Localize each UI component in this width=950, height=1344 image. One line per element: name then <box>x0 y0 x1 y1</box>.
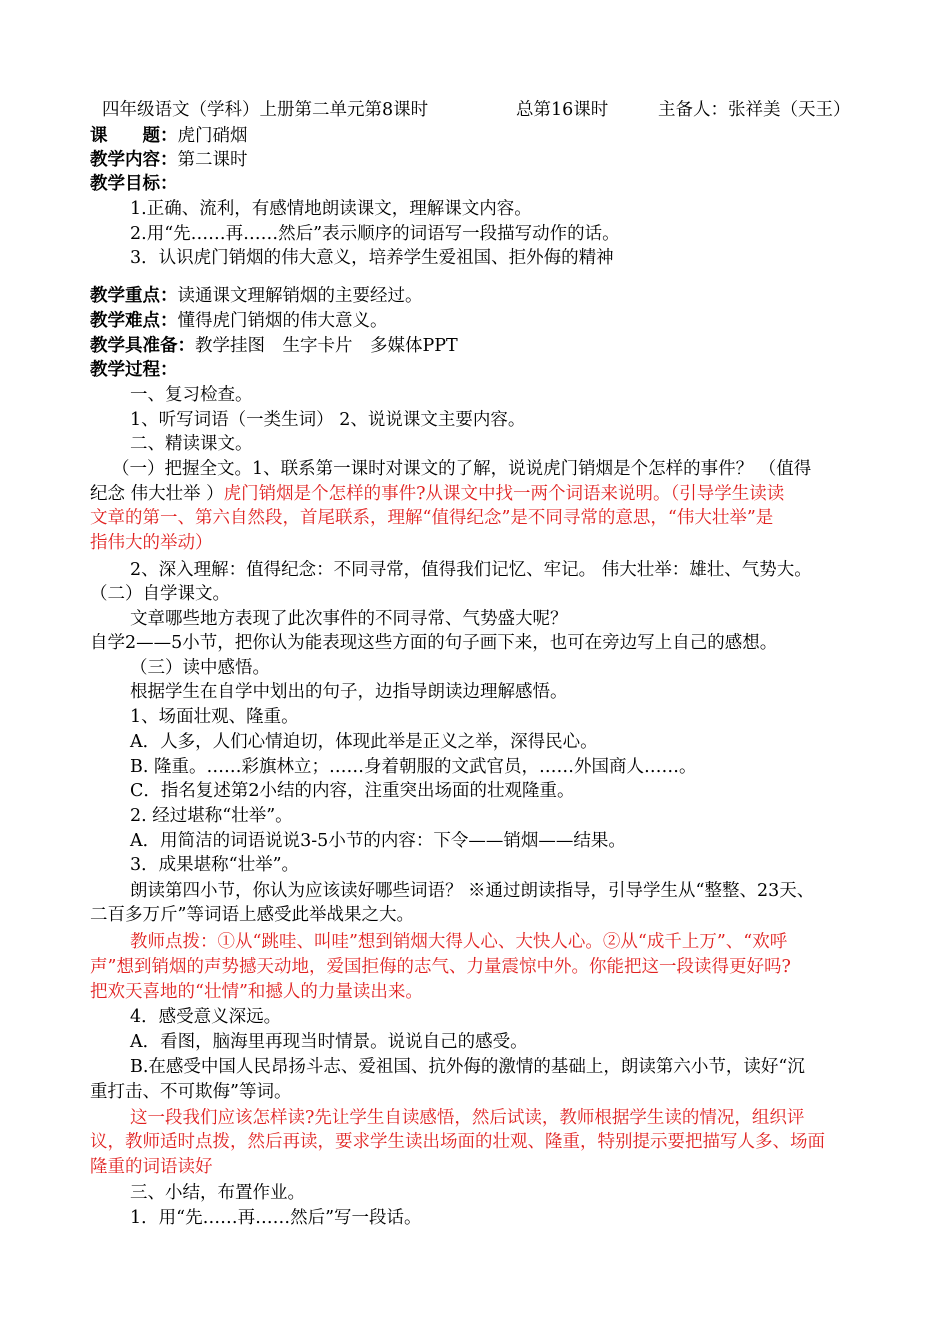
teacher-tip-red-2: 声”想到销烟的声势撼天动地，爱国拒侮的志气、力量震惊中外。你能把这一段读得更好吗? <box>90 957 791 977</box>
key-point-row <box>90 284 423 308</box>
topic-label: 课 题： <box>90 126 178 146</box>
teacher-tip-red-3: 把欢天喜地的“壮情”和撼人的力量读出来。 <box>90 982 423 1002</box>
process-result-heading: 3．成果堪称“壮举”。 <box>130 855 300 875</box>
process-scene-c: C．指名复述第2小结的内容，注重突出场面的壮观隆重。 <box>130 781 575 801</box>
process-scene-b: B. 隆重。……彩旗林立；……身着朝服的文武官员，……外国商人……。 <box>130 757 697 777</box>
materials-value: 教学挂图 生字卡片 多媒体PPT <box>195 336 458 356</box>
process-course-heading: 2. 经过堪称“壮举”。 <box>130 806 293 826</box>
difficulty-label: 教学难点： <box>90 311 178 331</box>
process-self-study-task: 自学2——5小节，把你认为能表现这些方面的句子画下来，也可在旁边写上自己的感想。 <box>90 633 778 653</box>
reading-guide-red-1: 这一段我们应该怎样读?先让学生自读感悟，然后试读，教师根据学生读的情况，组织评 <box>130 1108 805 1128</box>
content-value: 第二课时 <box>177 150 248 170</box>
materials-label: 教学具准备： <box>90 336 195 356</box>
topic-value: 虎门硝烟 <box>177 126 248 146</box>
header-total-lessons: 总第16课时 <box>516 100 609 120</box>
process-read-four-2: 二百多万斤”等词语上感受此举战果之大。 <box>90 905 414 925</box>
process-meaning-heading: 4．感受意义深远。 <box>130 1007 282 1027</box>
process-summary-heading: 三、小结，布置作业。 <box>130 1183 305 1203</box>
difficulty-value: 懂得虎门销烟的伟大意义。 <box>177 311 388 331</box>
goal-item-1: 1.正确、流利，有感情地朗读课文，理解课文内容。 <box>130 199 532 219</box>
process-feeling-heading: （三）读中感悟。 <box>130 658 270 678</box>
teacher-tip-red-1: 教师点拨：①从“跳哇、叫哇”想到销烟大得人心、大快人心。②从“成千上万”、“欢呼 <box>130 932 788 952</box>
process-scene-a: A．人多，人们心情迫切，体现此举是正义之举，深得民心。 <box>130 732 598 752</box>
process-read-four-1: 朗读第四小节，你认为应该读好哪些词语？ ※通过朗读指导，引导学生从“整整、23天、 <box>130 881 815 901</box>
grasp-answer-words: 纪念 伟大壮举 ） <box>90 484 224 504</box>
topic-row <box>90 124 248 148</box>
materials-row <box>90 334 458 358</box>
process-self-study-heading: （二）自学课文。 <box>90 584 230 604</box>
document-header <box>102 98 862 122</box>
process-review-heading: 一、复习检查。 <box>130 385 253 405</box>
content-row <box>90 148 248 172</box>
header-course: 四年级语文（学科）上册第二单元第8课时 <box>102 100 429 120</box>
process-meaning-b-1: B.在感受中国人民昂扬斗志、爱祖国、抗外侮的激情的基础上，朗读第六小节，读好“沉 <box>130 1057 805 1077</box>
difficulty-row <box>90 309 388 333</box>
process-course-a: A．用简洁的词语说说3-5小节的内容：下令——销烟——结果。 <box>130 831 626 851</box>
goals-label: 教学目标： <box>90 174 178 194</box>
key-point-value: 读通课文理解销烟的主要经过。 <box>177 286 423 306</box>
grasp-guidance-red-3: 指伟大的举动） <box>90 533 213 553</box>
process-label: 教学过程： <box>90 360 178 380</box>
process-meaning-a: A．看图，脑海里再现当时情景。说说自己的感受。 <box>130 1032 528 1052</box>
process-self-study-question: 文章哪些地方表现了此次事件的不同寻常、气势盛大呢？ <box>130 609 568 629</box>
process-grasp-text-1: （一）把握全文。1、联系第一课时对课文的了解，说说虎门销烟是个怎样的事件？ （值得 <box>112 459 812 479</box>
header-preparer: 主备人：张祥美（天王） <box>658 100 851 120</box>
process-homework-item: 1．用“先……再……然后”写一段话。 <box>130 1208 422 1228</box>
goal-item-3: 3．认识虎门销烟的伟大意义，培养学生爱祖国、拒外侮的精神 <box>130 248 614 268</box>
goal-item-2: 2.用“先……再……然后”表示顺序的词语写一段描写动作的话。 <box>130 224 620 244</box>
grasp-guidance-red-1: 虎门销烟是个怎样的事件?从课文中找一两个词语来说明。（引导学生读读 <box>223 484 785 504</box>
process-feeling-intro: 根据学生在自学中划出的句子，边指导朗读边理解感悟。 <box>130 682 568 702</box>
grasp-guidance-red-2: 文章的第一、第六自然段，首尾联系，理解“值得纪念”是不同寻常的意思，“伟大壮举”是 <box>90 508 774 528</box>
process-reading-heading: 二、精读课文。 <box>130 434 253 454</box>
process-meaning-b-2: 重打击、不可欺侮”等词。 <box>90 1082 292 1102</box>
key-point-label: 教学重点： <box>90 286 178 306</box>
content-label: 教学内容： <box>90 150 178 170</box>
process-review-tasks: 1、听写词语（一类生词） 2、说说课文主要内容。 <box>130 410 526 430</box>
process-deep-understanding: 2、深入理解：值得纪念：不同寻常，值得我们记忆、牢记。 伟大壮举：雄壮、气势大。 <box>130 560 812 580</box>
reading-guide-red-2: 议，教师适时点拨，然后再读，要求学生读出场面的壮观、隆重，特别提示要把描写人多、场面 <box>90 1132 825 1152</box>
reading-guide-red-3: 隆重的词语读好 <box>90 1157 213 1177</box>
process-grasp-text-2 <box>90 482 784 506</box>
process-scene-heading: 1、场面壮观、隆重。 <box>130 707 299 727</box>
